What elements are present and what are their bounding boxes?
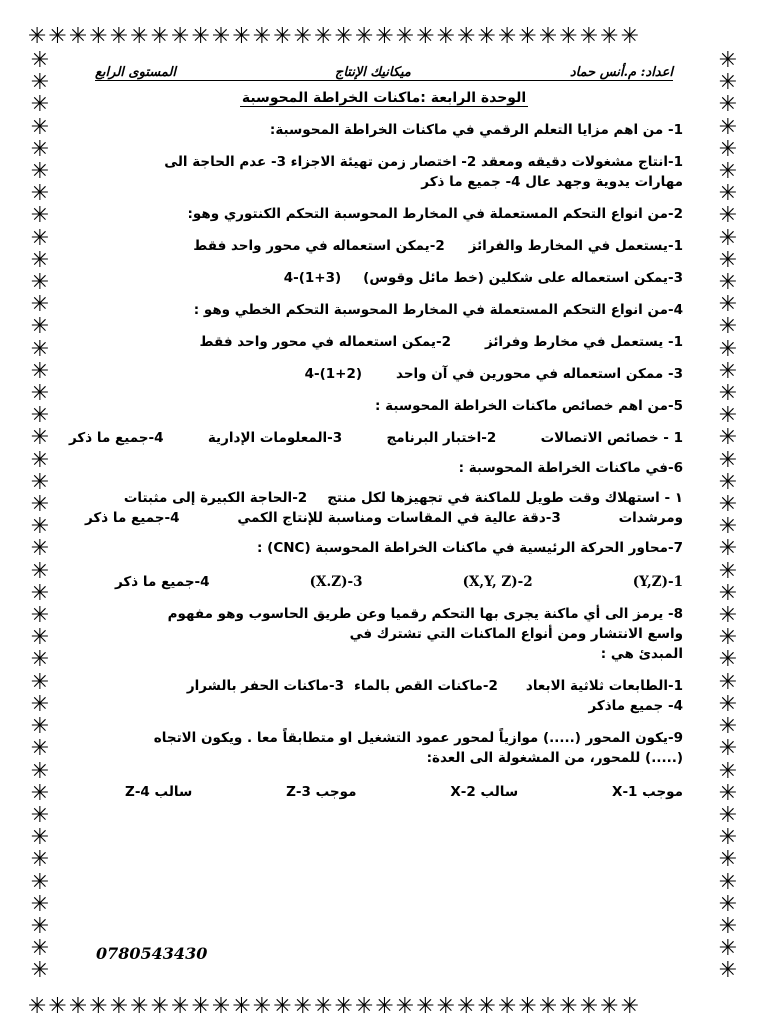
q5-options	[69, 428, 683, 448]
q4-options-row2	[85, 364, 683, 384]
q5-option-3: 3-المعلومات الإدارية	[207, 430, 343, 446]
q2-option-1: 1-يستعمل في المخارط والفرائز	[468, 238, 683, 254]
q5-option-2: 2-اختبار البرنامج	[386, 430, 497, 446]
q6-question: 6-في ماكنات الخراطة المحوسبة :	[458, 460, 683, 476]
author-label: اعداد: م.أنس حماد	[569, 65, 673, 80]
q2-option-2: 2-يمكن استعماله في محور واحد فقط	[193, 238, 445, 254]
q9-line1: 9-يكون المحور (.....) موازياً لمحور عمود التشغيل او متطابقاً معا . ويكون الاتجاه	[153, 730, 683, 746]
q8-line1: 8- يرمز الى أي ماكنة يجرى بها التحكم رقميا وعن طريق الحاسوب وهو مفهوم	[167, 606, 683, 622]
phone-number: 0780543430	[96, 944, 208, 963]
q9-option-2: سالب 2-X	[450, 784, 519, 800]
q6-option-2-cont: ومرشدات	[618, 510, 683, 526]
q9-line2: (.....) للمحور، من المشغولة الى العدة:	[426, 750, 683, 766]
q7-option-4: 4-جميع ما ذكر	[115, 574, 210, 590]
bottom-star-border: ✳✳✳✳✳✳✳✳✳✳✳✳✳✳✳✳✳✳✳✳✳✳✳✳✳✳✳✳✳✳	[28, 996, 642, 1018]
q5-option-4: 4-جميع ما ذكر	[69, 430, 164, 446]
q4-option-2: 2-يمكن استعماله في محور واحد فقط	[199, 334, 451, 350]
q8-line3: المبدئ هي :	[600, 646, 683, 662]
q2-option-4: 4-(1+3)	[283, 270, 342, 286]
q8-option-3: 3-ماكنات الحفر بالشرار	[186, 678, 344, 694]
left-star-border: ✳ ✳ ✳ ✳ ✳ ✳ ✳ ✳ ✳ ✳ ✳ ✳ ✳ ✳ ✳ ✳ ✳ ✳ ✳ ✳ ✳ ✳ ✳ ✳ ✳ ✳ ✳ ✳ ✳ ✳ ✳ ✳ ✳ ✳ ✳ ✳ ✳ ✳ ✳ ✳ ✳ ✳	[30, 48, 50, 984]
q6-option-3: 3-دقة عالية في المقاسات ومناسبة للإنتاج الكمي	[237, 510, 561, 526]
q8-option-2: 2-ماكنات القص بالماء	[353, 678, 498, 694]
q4-option-1: 1- يستعمل في مخارط وفرائز	[484, 334, 683, 350]
q2-option-3: 3-يمكن استعماله على شكلين (خط مائل وقوس)	[363, 270, 683, 286]
subject-label: ميكانيك الإنتاج	[334, 65, 411, 80]
q1-answer-line2: مهارات يدوية وجهد عال 4- جميع ما ذكر	[421, 174, 683, 190]
q1-answer-line1: 1-انتاج مشغولات دقيقه ومعقد 2- اختصار زمن تهيئة الاجزاء 3- عدم الحاجة الى	[164, 154, 683, 170]
q7-option-2: (X,Y, Z)-2	[462, 574, 533, 590]
q9-option-3: موجب 3-Z	[286, 784, 357, 800]
q5-option-1: 1 - خصائص الاتصالات	[540, 430, 683, 446]
page-header	[95, 56, 673, 81]
q8-option-1: 1-الطابعات ثلاثية الابعاد	[525, 678, 683, 694]
q7-question: 7-محاور الحركة الرئيسية في ماكنات الخراطة المحوسبة (CNC) :	[257, 540, 683, 556]
q8-line2: واسع الانتشار ومن أنواع الماكنات التي تشترك في	[349, 626, 683, 642]
q6-option-2: 2-الحاجة الكبيرة إلى مثبتات	[123, 490, 308, 506]
q2-question: 2-من انواع التحكم المستعملة في المخارط المحوسبة التحكم الكنتوري وهو:	[187, 206, 683, 222]
q4-options-row1	[85, 332, 683, 352]
q4-option-4: 4-(1+2)	[304, 366, 363, 382]
q7-option-1: (Y,Z)-1	[632, 574, 683, 590]
q7-option-3: (X.Z)-3	[309, 574, 363, 590]
unit-title: الوحدة الرابعة :ماكنات الخراطة المحوسبة	[241, 90, 527, 106]
q4-question: 4-من انواع التحكم المستعملة في المخارط المحوسبة التحكم الخطي وهو :	[193, 302, 683, 318]
q9-options	[85, 782, 683, 802]
q1-question: 1- من اهم مزايا التعلم الرقمي في ماكنات الخراطة المحوسبة:	[269, 122, 683, 138]
q6-line2	[85, 508, 683, 528]
q7-options	[85, 572, 683, 592]
q2-options-row1	[85, 236, 683, 256]
q4-option-3: 3- ممكن استعماله في محورين في آن واحد	[396, 366, 683, 382]
q6-option-4: 4-جميع ما ذكر	[85, 510, 180, 526]
q8-options-row1	[85, 676, 683, 696]
top-star-border: ✳✳✳✳✳✳✳✳✳✳✳✳✳✳✳✳✳✳✳✳✳✳✳✳✳✳✳✳✳✳	[28, 26, 642, 48]
q6-option-1: ١ - استهلاك وقت طويل للماكنة في تجهيزها لكل منتج	[327, 490, 683, 506]
q9-option-1: موجب 1-X	[612, 784, 683, 800]
right-star-border: ✳ ✳ ✳ ✳ ✳ ✳ ✳ ✳ ✳ ✳ ✳ ✳ ✳ ✳ ✳ ✳ ✳ ✳ ✳ ✳ ✳ ✳ ✳ ✳ ✳ ✳ ✳ ✳ ✳ ✳ ✳ ✳ ✳ ✳ ✳ ✳ ✳ ✳ ✳ ✳ ✳ ✳	[718, 48, 738, 984]
q2-options-row2	[85, 268, 683, 288]
q6-line1	[85, 488, 683, 508]
q8-option-4: 4- جميع ماذكر	[588, 698, 683, 714]
level-label: المستوى الرابع	[95, 65, 176, 80]
q9-option-4: سالب 4-Z	[125, 784, 193, 800]
question-list	[69, 112, 683, 802]
q5-question: 5-من اهم خصائص ماكنات الخراطة المحوسبة :	[375, 398, 683, 414]
